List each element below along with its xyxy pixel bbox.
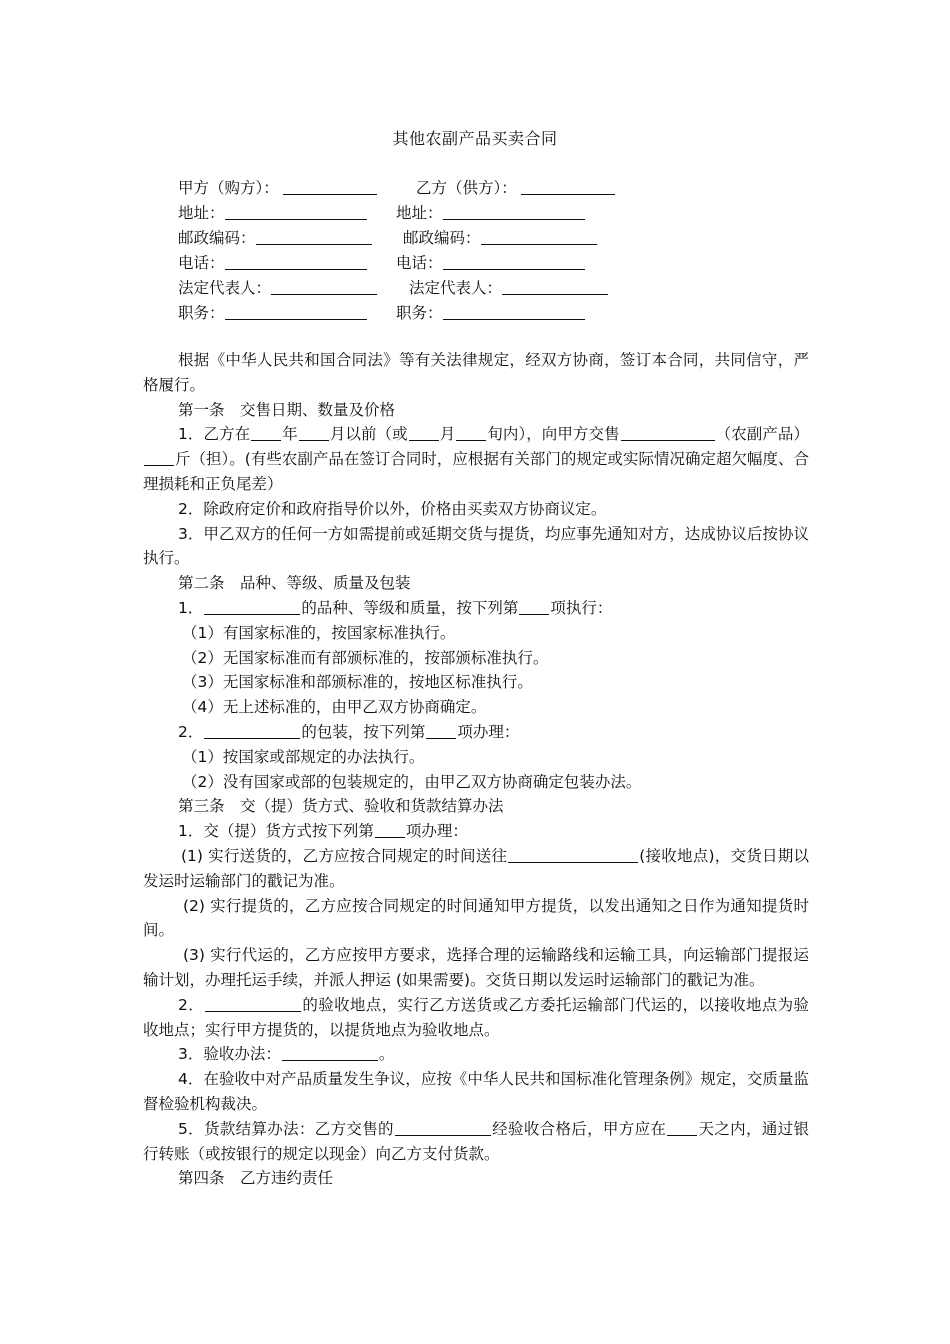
product-name-blank [204,600,300,615]
party-a-position-field [178,301,367,325]
party-a-address-field [178,201,367,225]
party-a-legal-rep-blank [271,279,377,295]
preamble: 根据《中华人民共和国合同法》等有关法律规定，经双方协商，签订本合同，共同信守，严格履行。 [143,351,809,394]
article-2-heading: 第二条 品种、等级、质量及包装 [178,574,411,593]
alt-month-blank [409,426,439,441]
article-1-item-1-text-e: 旬内），向甲方交售 [487,425,620,444]
ten-day-blank [456,426,486,441]
article-3-item-2-text-a: 2． [178,995,205,1014]
month-blank [299,426,329,441]
article-1-item-1-text-b: 年 [282,425,298,444]
article-3-item-3-text-a: 3．验收办法： [178,1045,281,1064]
inspection-method-blank [282,1046,378,1061]
article-3-item-5 [143,1117,809,1167]
party-a-phone-field [178,251,367,275]
article-2-item-1-text-c: 项执行： [550,598,613,617]
party-a-phone-blank [225,254,367,270]
party-a-name-label: 甲方（购方）： [178,179,279,197]
package-option-2: （2）没有国家或部的包装规定的，由甲乙双方协商确定包装办法。 [182,772,642,791]
article-3-item-3-text-b: 。 [378,1045,395,1064]
party-b-postcode-blank [481,229,597,245]
party-a-postcode-blank [256,229,372,245]
payment-product-blank [395,1121,491,1136]
party-a-postcode-label: 邮政编码： [178,229,256,247]
article-3-item-2 [143,993,809,1043]
party-a-position-label: 职务： [178,304,225,322]
payment-days-blank [667,1121,697,1136]
party-a-legal-rep-field [178,276,377,300]
receiving-location-blank [508,848,638,863]
article-2-item-1-text-b: 的品种、等级和质量，按下列第 [301,598,519,617]
party-b-legal-rep-blank [502,279,608,295]
party-a-position-blank [225,304,367,320]
article-3-item-1-text-a: 1．交（提）货方式按下列第 [178,822,374,841]
delivery-way-1-text-a: (1) 实行送货的，乙方应按合同规定的时间送往 [181,846,508,865]
delivery-way-1 [143,844,809,894]
standard-option-4: （4）无上述标准的，由甲乙双方协商确定。 [182,698,487,717]
article-3-item-5-text-c: 天之内，通过银行转账（或按银行的规定以现金）向乙方支付货款。 [143,1119,809,1163]
article-1-item-1-text-c: 月以前（或 [329,425,408,444]
standard-option-2: （2）无国家标准而有部颁标准的，按部颁标准执行。 [182,648,549,667]
article-4-heading: 第四条 乙方违约责任 [178,1169,334,1188]
article-1-item-1-text-a: 1．乙方在 [178,425,251,444]
article-3-item-1-text-b: 项办理： [405,822,468,841]
article-2-item-1 [143,596,809,621]
party-b-name-field [416,176,615,200]
article-1-item-2: 2．除政府定价和政府指导价以外，价格由买卖双方协商议定。 [178,499,607,518]
party-b-address-blank [443,204,585,220]
article-1-item-1-text-g: 斤（担）。(有些农副产品在签订合同时，应根据有关部门的规定或实际情况确定超欠幅度、合理损耗和正负尾差） [143,450,809,493]
article-1-item-3: 3．甲乙双方的任何一方如需提前或延期交货与提货，均应事先通知对方，达成协议后按协议执行。 [143,524,809,568]
article-3-item-5-text-a: 5．货款结算办法：乙方交售的 [178,1119,394,1138]
party-b-legal-rep-label: 法定代表人： [409,279,503,297]
article-3-item-2-text-b: 的验收地点，实行乙方送货或乙方委托运输部门代运的，以接收地点为验收地点；实行甲方提货的，以提货地点为验收地点。 [143,995,809,1039]
delivery-way-2: (2) 实行提货的，乙方应按合同规定的时间通知甲方提货，以发出通知之日作为通知提货时间。 [143,896,809,940]
party-b-phone-field [396,251,585,275]
article-1-item-1-text-d: 月 [439,425,456,444]
party-b-phone-blank [443,254,585,270]
article-3-heading: 第三条 交（提）货方式、验收和货款结算办法 [178,797,504,816]
party-b-phone-label: 电话： [396,254,443,272]
party-b-postcode-label: 邮政编码： [403,229,481,247]
article-3-item-1 [143,819,809,844]
article-1-item-1-text-f: （农副产品） [715,425,809,444]
party-a-name-blank [283,179,377,195]
party-b-postcode-field [403,226,597,250]
inspection-product-blank [205,997,301,1012]
product-blank [621,426,715,441]
year-blank [251,426,281,441]
delivery-option-blank [375,823,405,838]
party-a-legal-rep-label: 法定代表人： [178,279,272,297]
party-a-address-label: 地址： [178,204,225,222]
article-2-item-2 [143,720,809,745]
article-3-item-5-text-b: 经验收合格后，甲方应在 [491,1119,667,1138]
page-title: 其他农副产品买卖合同 [392,129,558,148]
party-a-name-field [178,176,377,200]
article-1-item-1 [143,422,809,496]
package-option-blank [426,724,456,739]
package-option-1: （1）按国家或部规定的办法执行。 [182,747,425,766]
delivery-way-1-text-b: (接收地点)，交货日期以发运时运输部门的戳记为准。 [143,846,809,890]
delivery-way-3: (3) 实行代运的，乙方应按甲方要求，选择合理的运输路线和运输工具，向运输部门提报运输计划，办理托运手续，并派人押运 (如果需要)。交货日期以发运时运输部门的戳记为准。 [143,946,809,989]
article-2-item-2-text-a: 2． [178,722,204,741]
package-product-blank [204,724,300,739]
party-a-phone-label: 电话： [178,254,225,272]
party-b-name-blank [521,179,615,195]
party-b-address-field [396,201,585,225]
article-2-item-2-text-b: 的包装，按下列第 [301,722,426,741]
article-3-item-3 [143,1042,809,1067]
standard-option-blank [519,600,549,615]
party-b-legal-rep-field [409,276,608,300]
party-b-position-blank [443,304,585,320]
party-b-position-field [396,301,585,325]
party-b-address-label: 地址： [396,204,443,222]
article-2-item-2-text-c: 项办理： [457,722,520,741]
article-2-item-1-text-a: 1． [178,598,204,617]
quantity-blank [144,451,174,466]
contract-body [143,348,809,1191]
party-a-address-blank [225,204,367,220]
standard-option-1: （1）有国家标准的，按国家标准执行。 [182,623,456,642]
article-3-item-4: 4．在验收中对产品质量发生争议，应按《中华人民共和国标准化管理条例》规定，交质量监督检验机构裁决。 [143,1070,809,1113]
standard-option-3: （3）无国家标准和部颁标准的，按地区标准执行。 [182,673,533,692]
article-1-heading: 第一条 交售日期、数量及价格 [178,400,396,419]
party-b-position-label: 职务： [396,304,443,322]
party-b-name-label: 乙方（供方）： [416,179,517,197]
party-a-postcode-field [178,226,372,250]
